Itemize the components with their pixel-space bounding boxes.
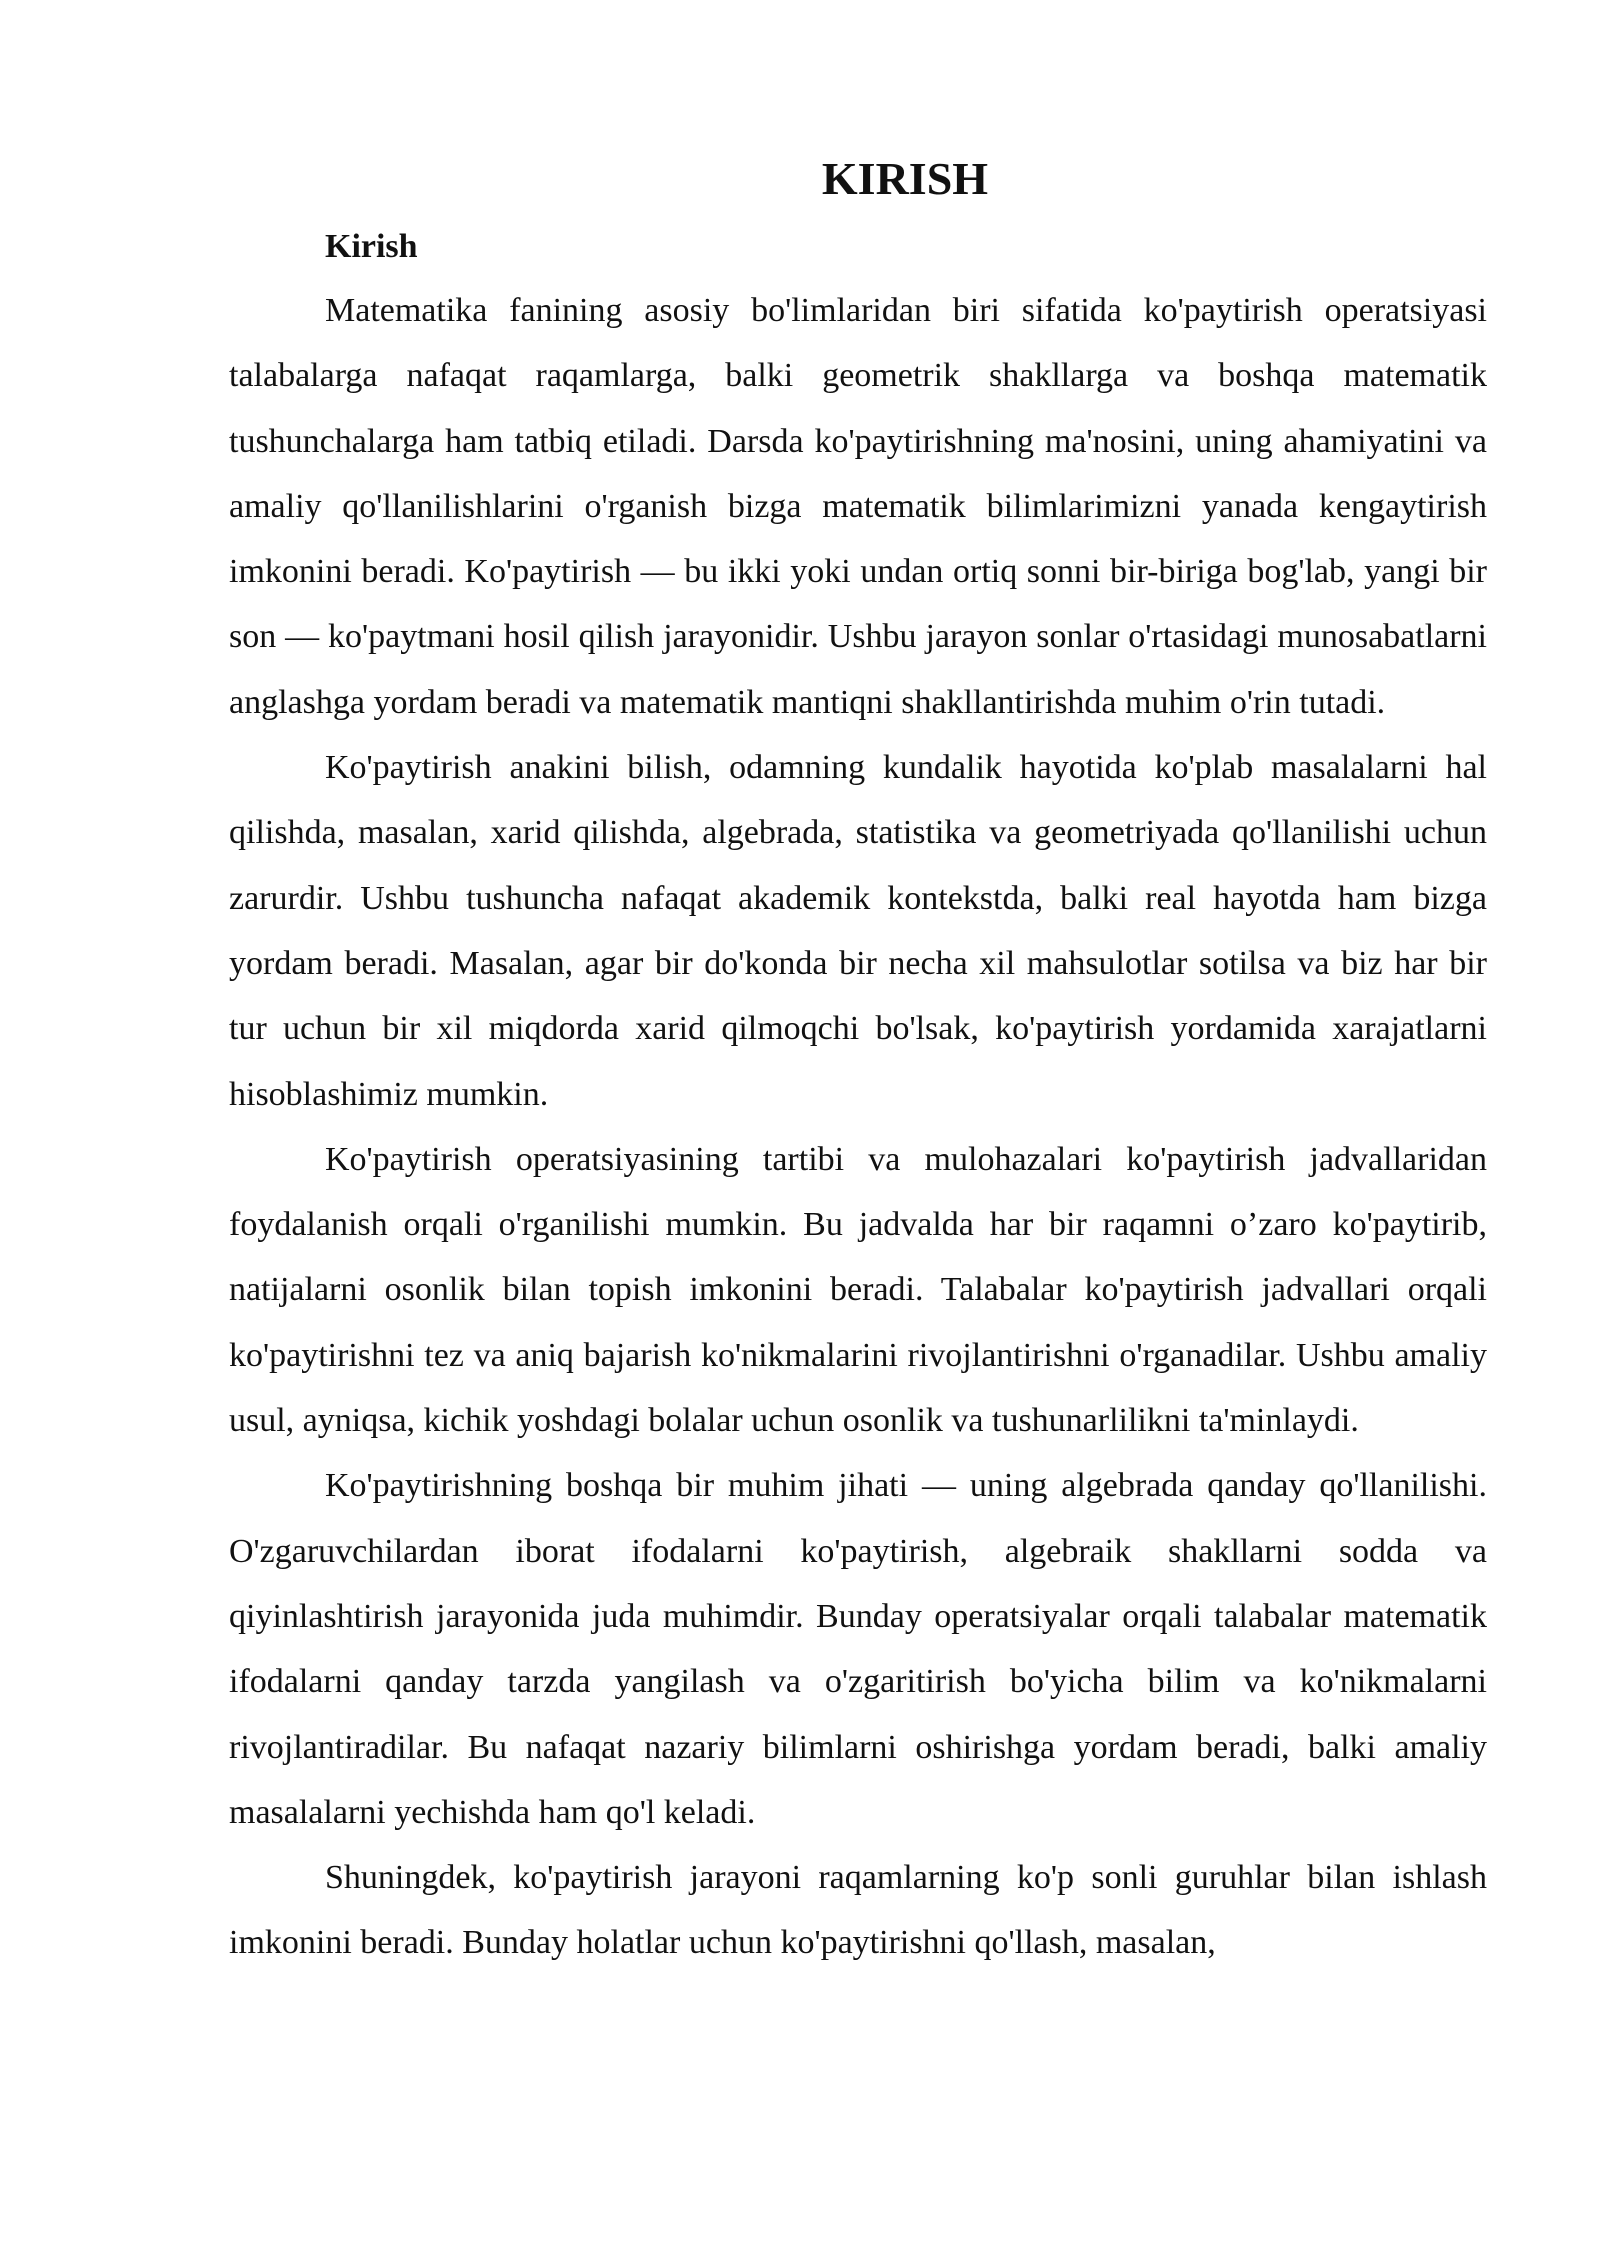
document-body (229, 148, 1487, 1976)
paragraph-5: Shuningdek, ko'paytirish jarayoni raqamlarning ko'p sonli guruhlar bilan ishlash imkonini beradi. Bunday holatlar uchun ko'paytirishni qo'llash, masalan, (229, 1859, 1487, 1962)
section-subtitle: Kirish (325, 228, 418, 265)
paragraph-4: Ko'paytirishning boshqa bir muhim jihati — uning algebrada qanday qo'llanilishi. O'zgaruvchilardan iborat ifodalarni ko'paytirish, algebraik shakllarni sodda va qiyinlashtirish jarayonida juda muhimdir. Bunday operatsiyalar orqali talabalar matematik ifodalarni qanday tarzda yangilash va o'zgaritirish bo'yicha bilim va ko'nikmalarni rivojlantiradilar. Bu nafaqat nazariy bilimlarni oshirishga yordam beradi, balki amaliy masalalarni yechishda ham qo'l keladi. (229, 1467, 1487, 1831)
page-title: KIRISH (821, 153, 989, 204)
paragraph-1: Matematika fanining asosiy bo'limlaridan biri sifatida ko'paytirish operatsiyasi talabalarga nafaqat raqamlarga, balki geometrik shakllarga va boshqa matematik tushunchalarga ham tatbiq etiladi. Darsda ko'paytirishning ma'nosini, uning ahamiyatini va amaliy qo'llanilishlarini o'rganish bizga matematik bilimlarimizni yanada kengaytirish imkonini beradi. Ko'paytirish — bu ikki yoki undan ortiq sonni bir-biriga bog'lab, yangi bir son — ko'paytmani hosil qilish jarayonidir. Ushbu jarayon sonlar o'rtasidagi munosabatlarni anglashga yordam beradi va matematik mantiqni shakllantirishda muhim o'rin tutadi. (229, 292, 1487, 721)
paragraph-3: Ko'paytirish operatsiyasining tartibi va mulohazalari ko'paytirish jadvallaridan foydalanish orqali o'rganilishi mumkin. Bu jadvalda har bir raqamni o’zaro ko'paytirib, natijalarni osonlik bilan topish imkonini beradi. Talabalar ko'paytirish jadvallari orqali ko'paytirishni tez va aniq bajarish ko'nikmalarini rivojlantirishni o'rganadilar. Ushbu amaliy usul, ayniqsa, kichik yoshdagi bolalar uchun osonlik va tushunarlilikni ta'minlaydi. (229, 1140, 1487, 1440)
paragraph-2: Ko'paytirish anakini bilish, odamning kundalik hayotida ko'plab masalalarni hal qilishda, masalan, xarid qilishda, algebrada, statistika va geometriyada qo'llanilishi uchun zarurdir. Ushbu tushuncha nafaqat akademik kontekstda, balki real hayotda ham bizga yordam beradi. Masalan, agar bir do'konda bir necha xil mahsulotlar sotilsa va biz har bir tur uchun bir xil miqdorda xarid qilmoqchi bo'lsak, ko'paytirish yordamida xarajatlarni hisoblashimiz mumkin. (229, 749, 1487, 1113)
